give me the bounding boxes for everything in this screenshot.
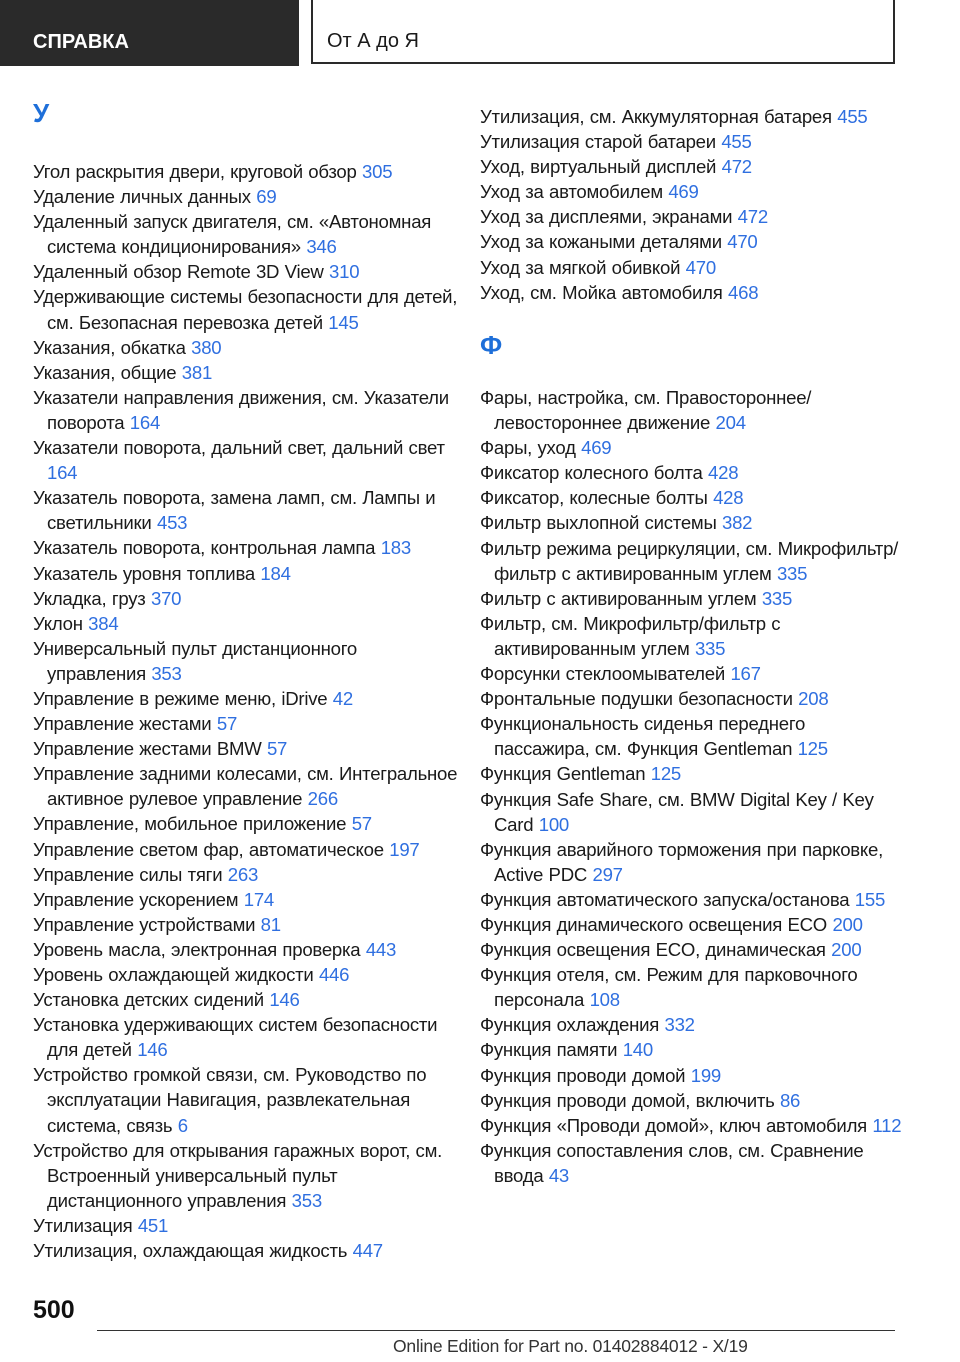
index-entry xyxy=(33,636,458,686)
index-entry xyxy=(480,435,905,460)
page-link[interactable]: 200 xyxy=(831,939,862,961)
entry-text: Функция «Проводи домой», ключ автомобиля xyxy=(480,1114,867,1136)
page-link[interactable]: 455 xyxy=(721,131,752,153)
entry-text: Указатели направления движения, см. Указатели поворота xyxy=(33,386,449,433)
entry-text: Утилизация xyxy=(33,1214,133,1236)
page-link[interactable]: 443 xyxy=(365,938,397,960)
index-entry xyxy=(480,1088,905,1113)
entry-text: Функция Gentleman xyxy=(480,763,646,785)
index-entry xyxy=(480,154,905,179)
entry-text: Функция проводи домой xyxy=(480,1064,686,1086)
index-entry xyxy=(480,837,905,887)
index-list xyxy=(480,104,905,305)
index-entry xyxy=(480,912,905,937)
entry-text: Фильтр, см. Микрофильтр/фильтр с активированным углем xyxy=(480,612,781,659)
index-entry xyxy=(480,787,905,837)
entry-text: Указатель поворота, замена ламп, см. Лампы и светильники xyxy=(33,487,436,534)
page-link[interactable]: 472 xyxy=(721,156,752,178)
entry-text: Функция аварийного торможения при парковке, Active PDC xyxy=(480,838,884,885)
index-entry xyxy=(33,1138,458,1213)
page-link[interactable]: 353 xyxy=(291,1189,322,1211)
page-link[interactable]: 451 xyxy=(137,1214,169,1236)
entry-text: Фиксатор колесного болта xyxy=(480,462,703,484)
index-entry xyxy=(33,1213,458,1238)
index-entry xyxy=(33,912,458,937)
page-link[interactable]: 197 xyxy=(389,838,420,860)
index-entry xyxy=(33,586,458,611)
entry-text: Функция охлаждения xyxy=(480,1014,660,1036)
entry-text: Угол раскрытия двери, круговой обзор xyxy=(33,161,357,182)
entry-text: Фиксатор, колесные болты xyxy=(480,487,708,509)
page-link[interactable]: 167 xyxy=(730,663,761,685)
page-link[interactable]: 125 xyxy=(650,763,682,785)
index-entry xyxy=(33,360,458,385)
page-link[interactable]: 263 xyxy=(227,863,259,885)
entry-text: Управление в режиме меню, iDrive xyxy=(33,687,328,709)
index-entry xyxy=(33,761,458,811)
page-link[interactable]: 204 xyxy=(715,412,746,434)
page-link[interactable]: 108 xyxy=(589,989,620,1011)
page-link[interactable]: 208 xyxy=(798,688,829,710)
index-entry xyxy=(33,611,458,636)
index-entry xyxy=(33,1238,458,1263)
entry-text: Утилизация, охлаждающая жидкость xyxy=(33,1240,348,1262)
index-entry xyxy=(33,736,458,761)
entry-text: Удаленный обзор Remote 3D View xyxy=(33,261,324,283)
entry-text: Укладка, груз xyxy=(33,587,146,609)
entry-text: Удаление личных данных xyxy=(33,186,251,208)
entry-text: Установка детских сидений xyxy=(33,989,264,1011)
entry-text: Уровень охлаждающей жидкости xyxy=(33,964,314,985)
page-link[interactable]: 100 xyxy=(538,813,570,835)
index-entry xyxy=(480,280,905,305)
page-link[interactable]: 335 xyxy=(694,637,726,659)
footer-divider xyxy=(97,1330,895,1331)
entry-text: Уход за кожаными деталями xyxy=(480,231,722,253)
index-entry xyxy=(480,510,905,535)
index-entry xyxy=(33,159,458,184)
entry-text: Фары, настройка, см. Правостороннее/левостороннее движение xyxy=(480,387,812,434)
page-link[interactable]: 57 xyxy=(351,813,372,835)
page-link[interactable]: 57 xyxy=(216,713,238,735)
entry-text: Управление задними колесами, см. Интегральное активное рулевое управление xyxy=(33,763,458,810)
entry-text: Управление ускорением xyxy=(33,888,239,910)
entry-text: Функция памяти xyxy=(480,1039,618,1061)
page-link[interactable]: 164 xyxy=(47,462,78,484)
page-link[interactable]: 446 xyxy=(318,964,350,985)
page-link[interactable]: 183 xyxy=(380,537,411,559)
page-link[interactable]: 310 xyxy=(329,261,360,283)
page-link[interactable]: 146 xyxy=(137,1039,168,1061)
entry-text: Указания, общие xyxy=(33,361,177,383)
entry-text: Устройство громкой связи, см. Руководство по эксплуатации Навигация, развлекательная система, связь xyxy=(33,1064,427,1136)
index-entry xyxy=(480,129,905,154)
index-entry xyxy=(480,1113,905,1138)
index-entry xyxy=(33,535,458,560)
index-entry xyxy=(33,485,458,535)
entry-text: Фронтальные подушки безопасности xyxy=(480,688,793,710)
section-tab[interactable]: СПРАВКА xyxy=(0,0,299,66)
page-link[interactable]: 164 xyxy=(129,411,161,433)
index-entry xyxy=(480,937,905,962)
page-link[interactable]: 380 xyxy=(191,336,222,358)
entry-text: Функция автоматического запуска/останова xyxy=(480,888,850,910)
entry-text: Удаленный запуск двигателя, см. «Автономная система кондиционирования» xyxy=(33,211,432,258)
section-letter: У xyxy=(33,98,50,128)
index-entry xyxy=(480,611,905,661)
index-entry xyxy=(33,711,458,736)
page-link[interactable]: 472 xyxy=(737,206,768,228)
index-entry xyxy=(480,536,905,586)
page-link[interactable]: 468 xyxy=(728,281,759,303)
index-list xyxy=(480,385,905,1188)
entry-text: Управление, мобильное приложение xyxy=(33,813,347,835)
index-entry xyxy=(480,460,905,485)
entry-text: Удерживающие системы безопасности для детей, см. Безопасная перевозка детей xyxy=(33,286,458,333)
page-link[interactable]: 346 xyxy=(306,236,337,258)
entry-text: Функциональность сиденья переднего пассажира, см. Функция Gentleman xyxy=(480,713,806,760)
index-entry xyxy=(33,837,458,862)
entry-text: Управление устройствами xyxy=(33,913,256,935)
entry-text: Управление светом фар, автоматическое xyxy=(33,838,384,860)
entry-text: Уход за дисплеями, экранами xyxy=(480,206,733,228)
index-entry xyxy=(480,711,905,761)
page-link[interactable]: 81 xyxy=(260,913,281,935)
entry-text: Функция освещения ECO, динамическая xyxy=(480,939,826,961)
index-entry xyxy=(480,1012,905,1037)
page-link[interactable]: 184 xyxy=(260,562,291,584)
entry-text: Управление жестами BMW xyxy=(33,738,262,760)
page-link[interactable]: 335 xyxy=(776,562,808,584)
entry-text: Уровень масла, электронная проверка xyxy=(33,938,361,960)
page-link[interactable]: 155 xyxy=(854,888,886,910)
page-link[interactable]: 469 xyxy=(668,181,699,203)
edition-note: Online Edition for Part no. 01402884012 - X/19 xyxy=(393,1336,748,1356)
index-entry xyxy=(33,1062,458,1137)
page-link[interactable]: 370 xyxy=(150,587,182,609)
entry-text: Фильтр с активированным углем xyxy=(480,587,757,609)
entry-text: Утилизация старой батареи xyxy=(480,131,716,153)
index-entry xyxy=(33,385,458,435)
index-entry xyxy=(33,811,458,836)
page-link[interactable]: 305 xyxy=(362,161,393,182)
index-list xyxy=(33,159,458,1263)
chapter-title: От А до Я xyxy=(311,0,895,64)
entry-text: Управление силы тяги xyxy=(33,863,223,885)
page-link[interactable]: 57 xyxy=(266,738,288,760)
page-link[interactable]: 266 xyxy=(307,788,338,810)
index-entry xyxy=(480,661,905,686)
page-link[interactable]: 428 xyxy=(708,462,739,484)
page-link[interactable]: 42 xyxy=(332,687,353,709)
index-entry xyxy=(480,485,905,510)
page-link[interactable]: 455 xyxy=(837,106,868,127)
entry-text: Фильтр режима рециркуляции, см. Микрофильтр/фильтр с активированным углем xyxy=(480,537,899,584)
index-entry xyxy=(33,184,458,209)
entry-text: Устройство для открывания гаражных ворот, см. Встроенный универсальный пульт дистанционного управления xyxy=(33,1139,443,1211)
page-link[interactable]: 447 xyxy=(352,1240,383,1262)
entry-text: Фильтр выхлопной системы xyxy=(480,512,717,534)
entry-text: Функция Safe Share, см. BMW Digital Key / Key Card xyxy=(480,788,874,835)
page-link[interactable]: 353 xyxy=(151,662,182,684)
entry-text: Форсунки стеклоомывателей xyxy=(480,663,726,685)
page-link[interactable]: 43 xyxy=(548,1164,570,1186)
index-entry xyxy=(33,937,458,962)
page-link[interactable]: 332 xyxy=(664,1014,695,1036)
entry-text: Установка удерживающих систем безопасности для детей xyxy=(33,1014,438,1061)
page-link[interactable]: 200 xyxy=(832,913,863,935)
index-entry xyxy=(480,1138,905,1188)
index-entry xyxy=(480,385,905,435)
index-entry xyxy=(480,1063,905,1088)
index-entry xyxy=(33,335,458,360)
entry-text: Управление жестами xyxy=(33,713,212,735)
page-link[interactable]: 112 xyxy=(872,1114,902,1136)
entry-text: Функция отеля, см. Режим для парковочного персонала xyxy=(480,964,858,1011)
entry-text: Указатель поворота, контрольная лампа xyxy=(33,537,376,559)
page-link[interactable]: 86 xyxy=(779,1089,801,1111)
entry-text: Фары, уход xyxy=(480,437,576,459)
index-entry xyxy=(480,1037,905,1062)
index-entry xyxy=(480,586,905,611)
index-entry xyxy=(480,229,905,254)
page-link[interactable]: 146 xyxy=(269,989,300,1011)
index-entry xyxy=(33,1012,458,1062)
entry-text: Уход за мягкой обивкой xyxy=(480,256,681,278)
entry-text: Уход, виртуальный дисплей xyxy=(480,156,717,178)
page-link[interactable]: 335 xyxy=(761,587,793,609)
index-entry xyxy=(33,561,458,586)
page-link[interactable]: 199 xyxy=(690,1064,722,1086)
index-entry xyxy=(33,962,458,987)
index-entry xyxy=(33,987,458,1012)
index-entry xyxy=(480,761,905,786)
entry-text: Уклон xyxy=(33,612,83,634)
page-header xyxy=(0,0,960,66)
entry-text: Универсальный пульт дистанционного управления xyxy=(33,637,357,684)
index-entry xyxy=(33,862,458,887)
page-link[interactable]: 382 xyxy=(722,512,753,534)
page-link[interactable]: 469 xyxy=(581,437,612,459)
page-link[interactable]: 428 xyxy=(713,487,744,509)
page-link[interactable]: 69 xyxy=(256,186,277,208)
index-entry xyxy=(480,204,905,229)
entry-text: Указания, обкатка xyxy=(33,336,186,358)
page-link[interactable]: 470 xyxy=(727,231,758,253)
entry-text: Утилизация, см. Аккумуляторная батарея xyxy=(480,106,832,127)
entry-text: Функция сопоставления слов, см. Сравнение ввода xyxy=(480,1139,864,1186)
index-entry xyxy=(33,686,458,711)
page-link[interactable]: 125 xyxy=(797,738,828,760)
index-entry xyxy=(480,255,905,280)
page-number: 500 xyxy=(33,1296,75,1324)
section-letter: Ф xyxy=(480,330,503,360)
index-entry xyxy=(480,686,905,711)
page-link[interactable]: 174 xyxy=(243,888,275,910)
page-link[interactable]: 470 xyxy=(685,256,716,278)
entry-text: Функция динамического освещения ECO xyxy=(480,913,828,935)
index-entry xyxy=(33,284,458,334)
index-entry xyxy=(33,259,458,284)
index-entry xyxy=(480,179,905,204)
page-link[interactable]: 381 xyxy=(181,361,213,383)
page-link[interactable]: 145 xyxy=(328,311,359,333)
page-link[interactable]: 384 xyxy=(88,612,119,634)
entry-text: Указатель уровня топлива xyxy=(33,562,255,584)
entry-text: Функция проводи домой, включить xyxy=(480,1089,775,1111)
entry-text: Указатели поворота, дальний свет, дальний свет xyxy=(33,437,445,459)
entry-text: Уход за автомобилем xyxy=(480,181,663,203)
index-entry xyxy=(33,209,458,259)
index-entry xyxy=(480,962,905,1012)
page-link[interactable]: 453 xyxy=(156,512,188,534)
index-entry xyxy=(33,887,458,912)
index-entry xyxy=(33,435,458,485)
index-entry xyxy=(480,104,905,129)
entry-text: Уход, см. Мойка автомобиля xyxy=(480,281,723,303)
page-link[interactable]: 6 xyxy=(177,1114,188,1136)
index-entry xyxy=(480,887,905,912)
page-link[interactable]: 297 xyxy=(592,863,623,885)
page-link[interactable]: 140 xyxy=(622,1039,653,1061)
